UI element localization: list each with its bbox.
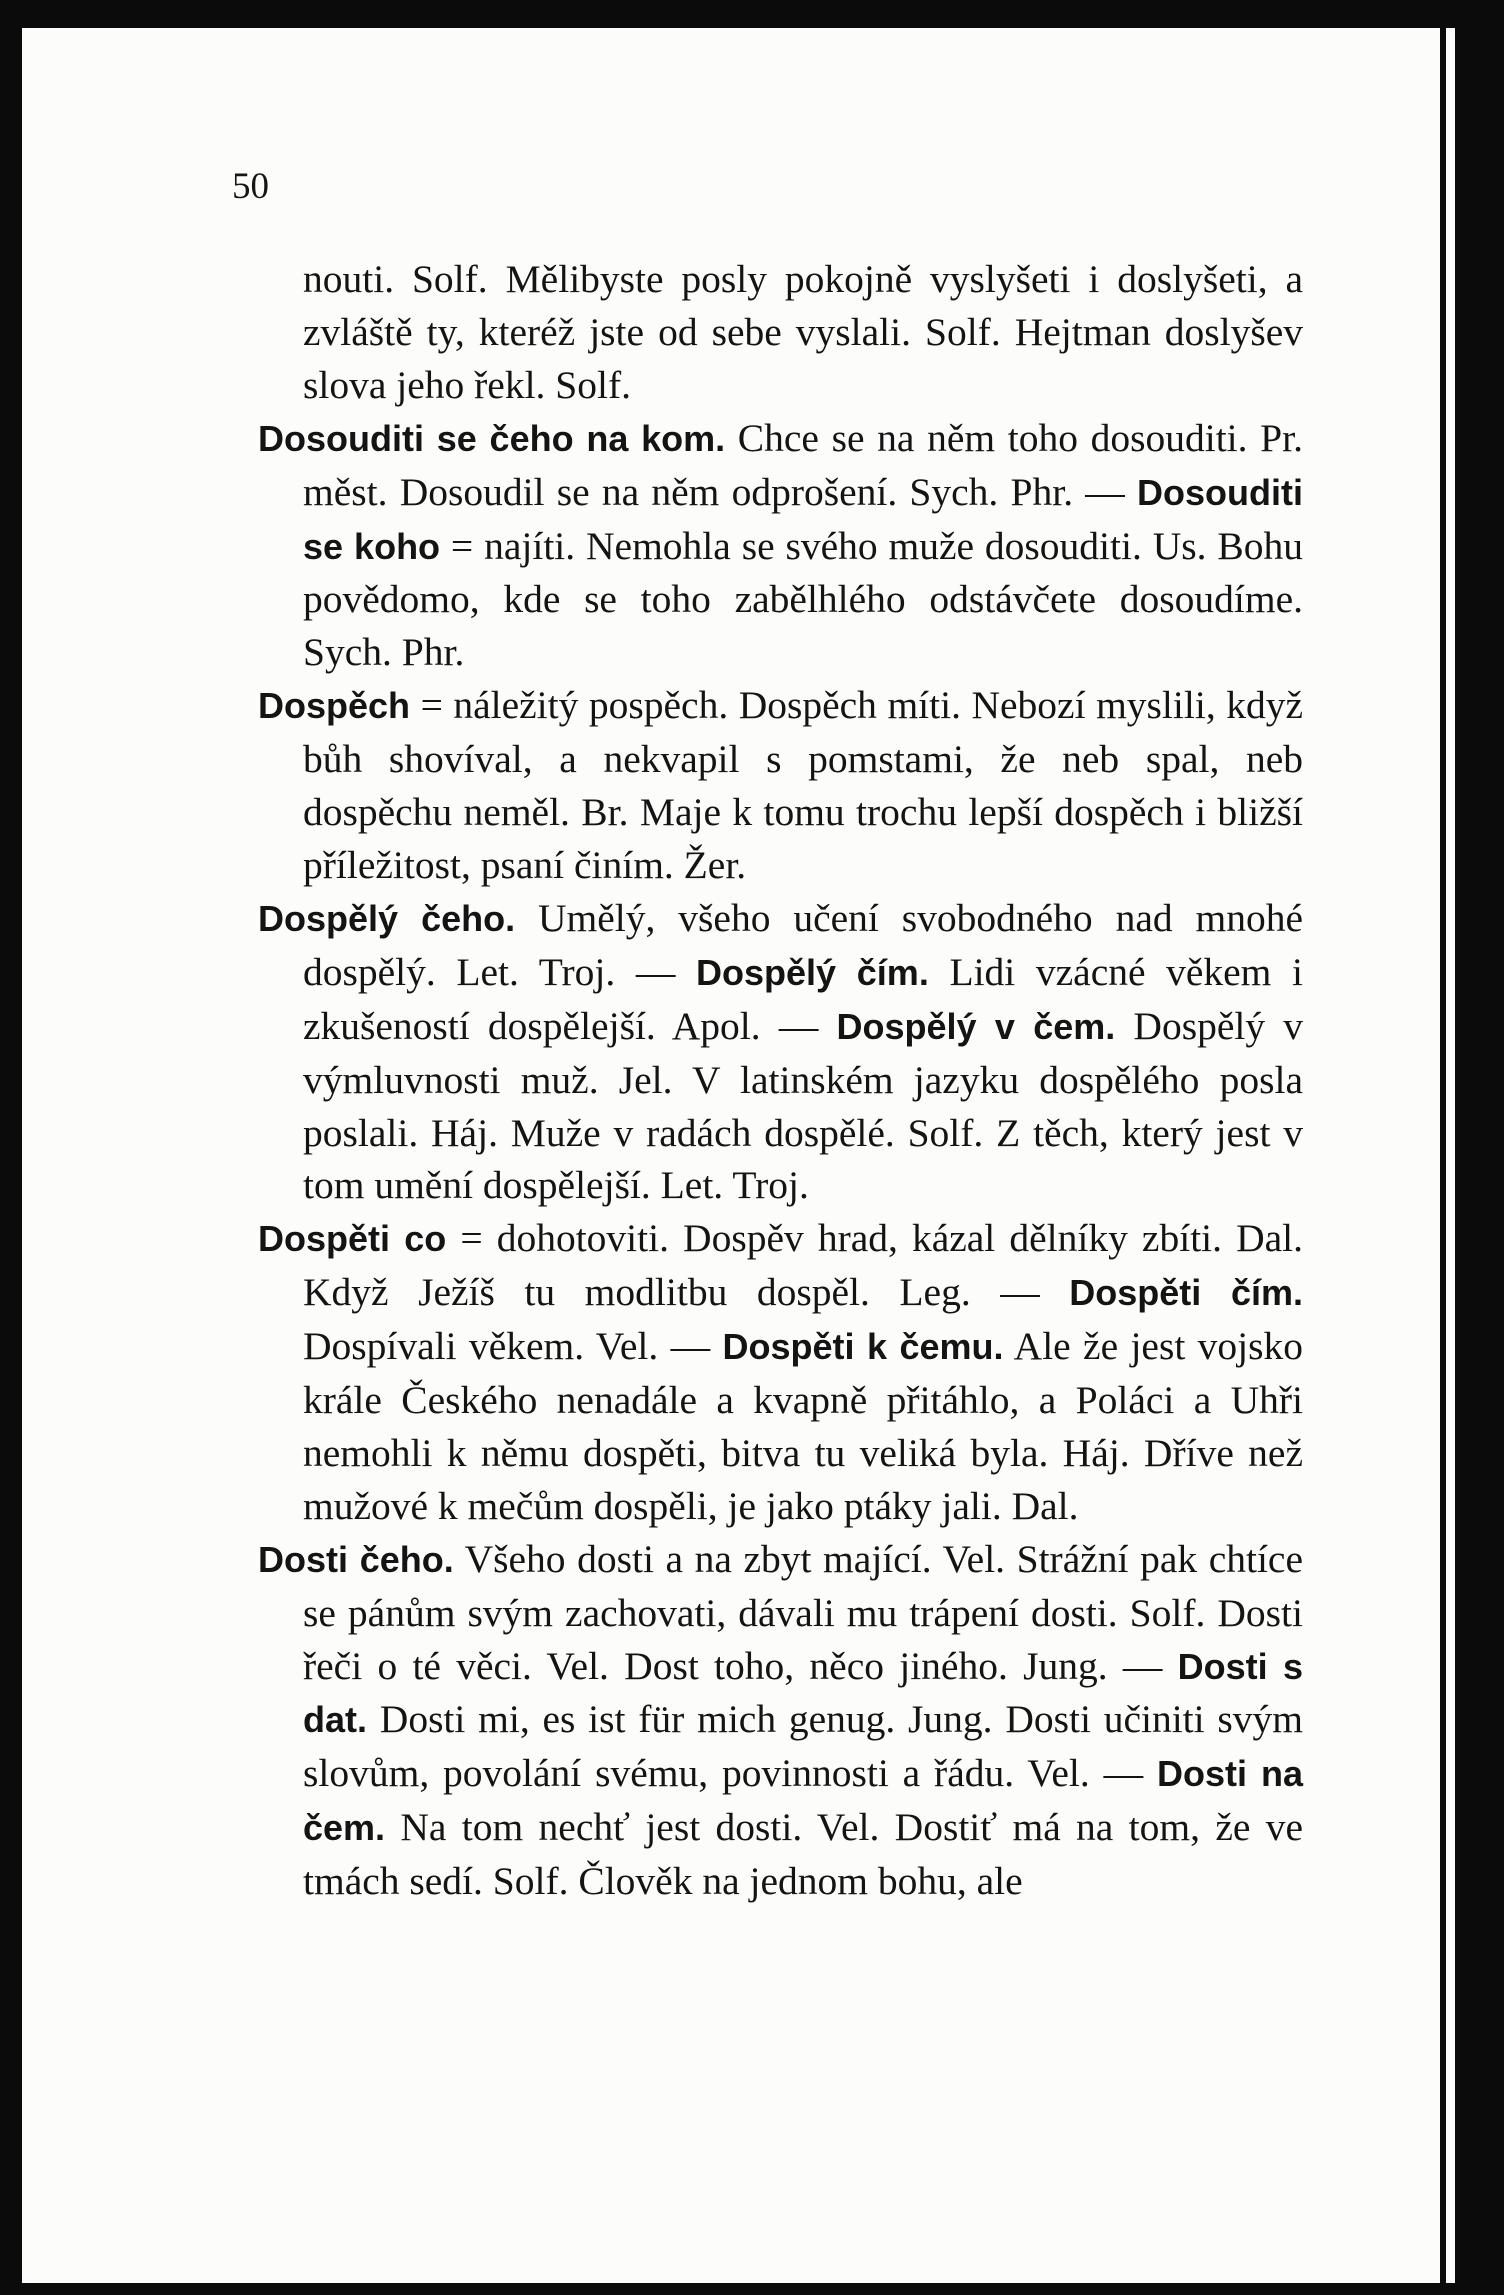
entry <box>258 412 1303 680</box>
entry-text: Dosti mi, es ist für mich genug. Jung. Dosti učiniti svým slovům, povolání svému, povinnosti a řádu. Vel. — <box>303 1697 1303 1796</box>
entry-text: nouti. Solf. Mělibyste posly pokojně vyslyšeti i doslyšeti, a zvláště ty, kteréž jste od sebe vyslali. Solf. Hejtman doslyšev slova jeho řekl. Solf. <box>303 257 1303 407</box>
entry-text: Na tom nechť jest dosti. Vel. Dostiť má na tom, že ve tmách sedí. Solf. Člověk na jednom bohu, ale <box>303 1805 1303 1904</box>
entry <box>258 892 1303 1212</box>
headword: Dospělý v čem. <box>836 1005 1116 1047</box>
entry-text: Ale že jest vojsko krále Českého nenadále a kvapně přitáhlo, a Poláci a Uhři nemohli k němu dospěti, bitva tu veliká byla. Háj. Dříve než mužové k mečům dospěli, je jako ptáky jali. Dal. <box>303 1324 1303 1528</box>
headword: Dospěti čím. <box>1069 1272 1303 1314</box>
headword: Dospělý čím. <box>696 951 929 993</box>
entry-text: Lidi vzácné věkem i zkušeností dospělejší. Apol. — <box>303 949 1303 1048</box>
page-edge-rule <box>1446 28 1455 2283</box>
headword: Dospěch <box>258 685 411 727</box>
entry-text: = náležitý pospěch. Dospěch míti. Nebozí myslili, když bůh shovíval, a nekvapil s pomstami, že neb spal, neb dospěchu neměl. Br. Maje k tomu trochu lepší dospěch i bližší příležitost, psaní činím. Žer. <box>303 683 1303 887</box>
entry-text: Dospívali věkem. Vel. — <box>303 1324 723 1369</box>
entry-text: = najíti. Nemohla se svého muže dosouditi. Us. Bohu povědomo, kde se toho zabělhlého odstávčete dosoudíme. Sych. Phr. <box>303 523 1303 675</box>
entry-text: Všeho dosti a na zbyt mající. Vel. Strážní pak chtíce se pánům svým zachovati, dávali mu trápení dosti. Solf. Dosti řeči o té věci. Vel. Dost toho, něco jiného. Jung. — <box>303 1536 1303 1688</box>
entry-text: Umělý, všeho učení svobodného nad mnohé dospělý. Let. Troj. — <box>303 895 1304 994</box>
entry <box>258 253 1303 412</box>
dictionary-text <box>258 253 1303 1908</box>
headword: Dosti s dat. <box>303 1645 1303 1741</box>
entry-text: = dohotoviti. Dospěv hrad, kázal dělníky zbíti. Dal. Když Ježíš tu modlitbu dospěl. Leg. — <box>303 1216 1304 1315</box>
entry <box>258 1533 1303 1908</box>
headword: Dosti na čem. <box>303 1753 1303 1849</box>
headword: Dospělý čeho. <box>258 897 516 939</box>
entry <box>258 1212 1303 1532</box>
headword: Dosouditi se čeho na kom. <box>258 417 726 459</box>
entry <box>258 679 1303 892</box>
entry-text: Dospělý v výmluvnosti muž. Jel. V latinském jazyku dospělého posla poslali. Háj. Muže v radách dospělé. Solf. Z těch, který jest v tom umění dospělejší. Let. Troj. <box>303 1003 1304 1208</box>
headword: Dospěti k čemu. <box>722 1326 1004 1368</box>
headword: Dosti čeho. <box>258 1538 454 1580</box>
page-number: 50 <box>232 166 269 207</box>
headword: Dospěti co <box>258 1218 447 1260</box>
entry-text: Chce se na něm toho dosouditi. Pr. měst. Dosoudil se na něm odprošení. Sych. Phr. — <box>303 415 1303 514</box>
headword: Dosouditi se koho <box>303 471 1303 567</box>
